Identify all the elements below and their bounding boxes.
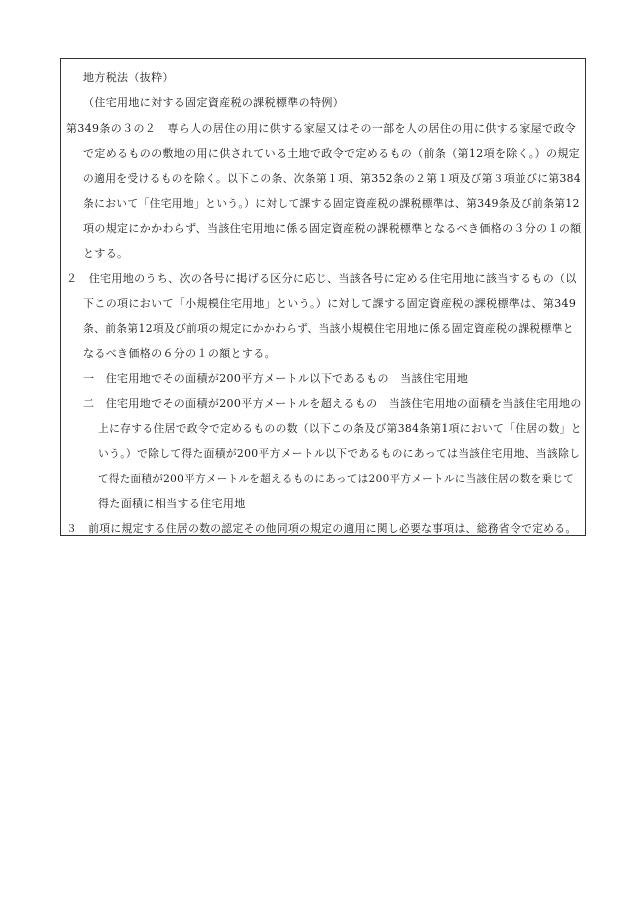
article-text-line: とする。 <box>83 247 129 260</box>
item2-text-line: 得た面積に相当する住宅用地 <box>98 497 246 510</box>
article-text-line: で定めるものの敷地の用に供されている土地で政令で定めるもの（前条（第12項を除く。）の規定 <box>83 147 581 160</box>
article-text-line: 条において「住宅用地」という。）に対して課する固定資産税の課税標準は、第349条及び前条第12 <box>83 197 580 210</box>
item2-text-line: いう。）で除して得た面積が200平方メートル以下であるものにあっては当該住宅用地、当該除し <box>98 447 581 460</box>
item2-text-line: 上に存する住居で政令で定めるものの数（以下この条及び第384条第1項において「住居の数」と <box>98 422 582 435</box>
item2-text-line: 二 住宅用地でその面積が200平方メートルを超えるもの 当該住宅用地の面積を当該住宅用地の <box>83 397 582 410</box>
paragraph2-text-line: なるべき価格の６分の１の額とする。 <box>83 347 276 360</box>
paragraph2-text-line: ２ 住宅用地のうち、次の各号に掲げる区分に応じ、当該各号に定める住宅用地に該当するもの（以 <box>66 272 577 285</box>
paragraph3-text-line: ３ 前項に規定する住居の数の認定その他同項の規定の適用に関し必要な事項は、総務省令で定める。 <box>66 522 577 535</box>
item2-text-line: て得た面積が200平方メートルを超えるものにあっては200平方メートルに当該住居の数を乗じて <box>98 473 575 485</box>
article-text-line: の適用を受けるものを除く。以下この条、次条第１項、第352条の２第１項及び第３項並びに第384 <box>83 172 582 185</box>
paragraph2-text-line: 条、前条第12項及び前項の規定にかかわらず、当該小規模住宅用地に係る固定資産税の課税標準と <box>83 322 574 335</box>
item1-text-line: 一 住宅用地でその面積が200平方メートル以下であるもの 当該住宅用地 <box>83 372 469 385</box>
paragraph2-text-line: 下この項において「小規模住宅用地」という。）に対して課する固定資産税の課税標準は、第349 <box>83 297 577 310</box>
article-caption: （住宅用地に対する固定資産税の課税標準の特例） <box>83 96 345 109</box>
law-excerpt-box <box>60 58 586 536</box>
article-text-line: 第349条の３の２ 専ら人の居住の用に供する家屋又はその一部を人の居住の用に供する家屋で政令 <box>66 122 577 135</box>
article-text-line: 項の規定にかかわらず、当該住宅用地に係る固定資産税の課税標準となるべき価格の３分の１の額 <box>83 222 582 235</box>
document-heading: 地方税法（抜粋） <box>83 71 174 84</box>
